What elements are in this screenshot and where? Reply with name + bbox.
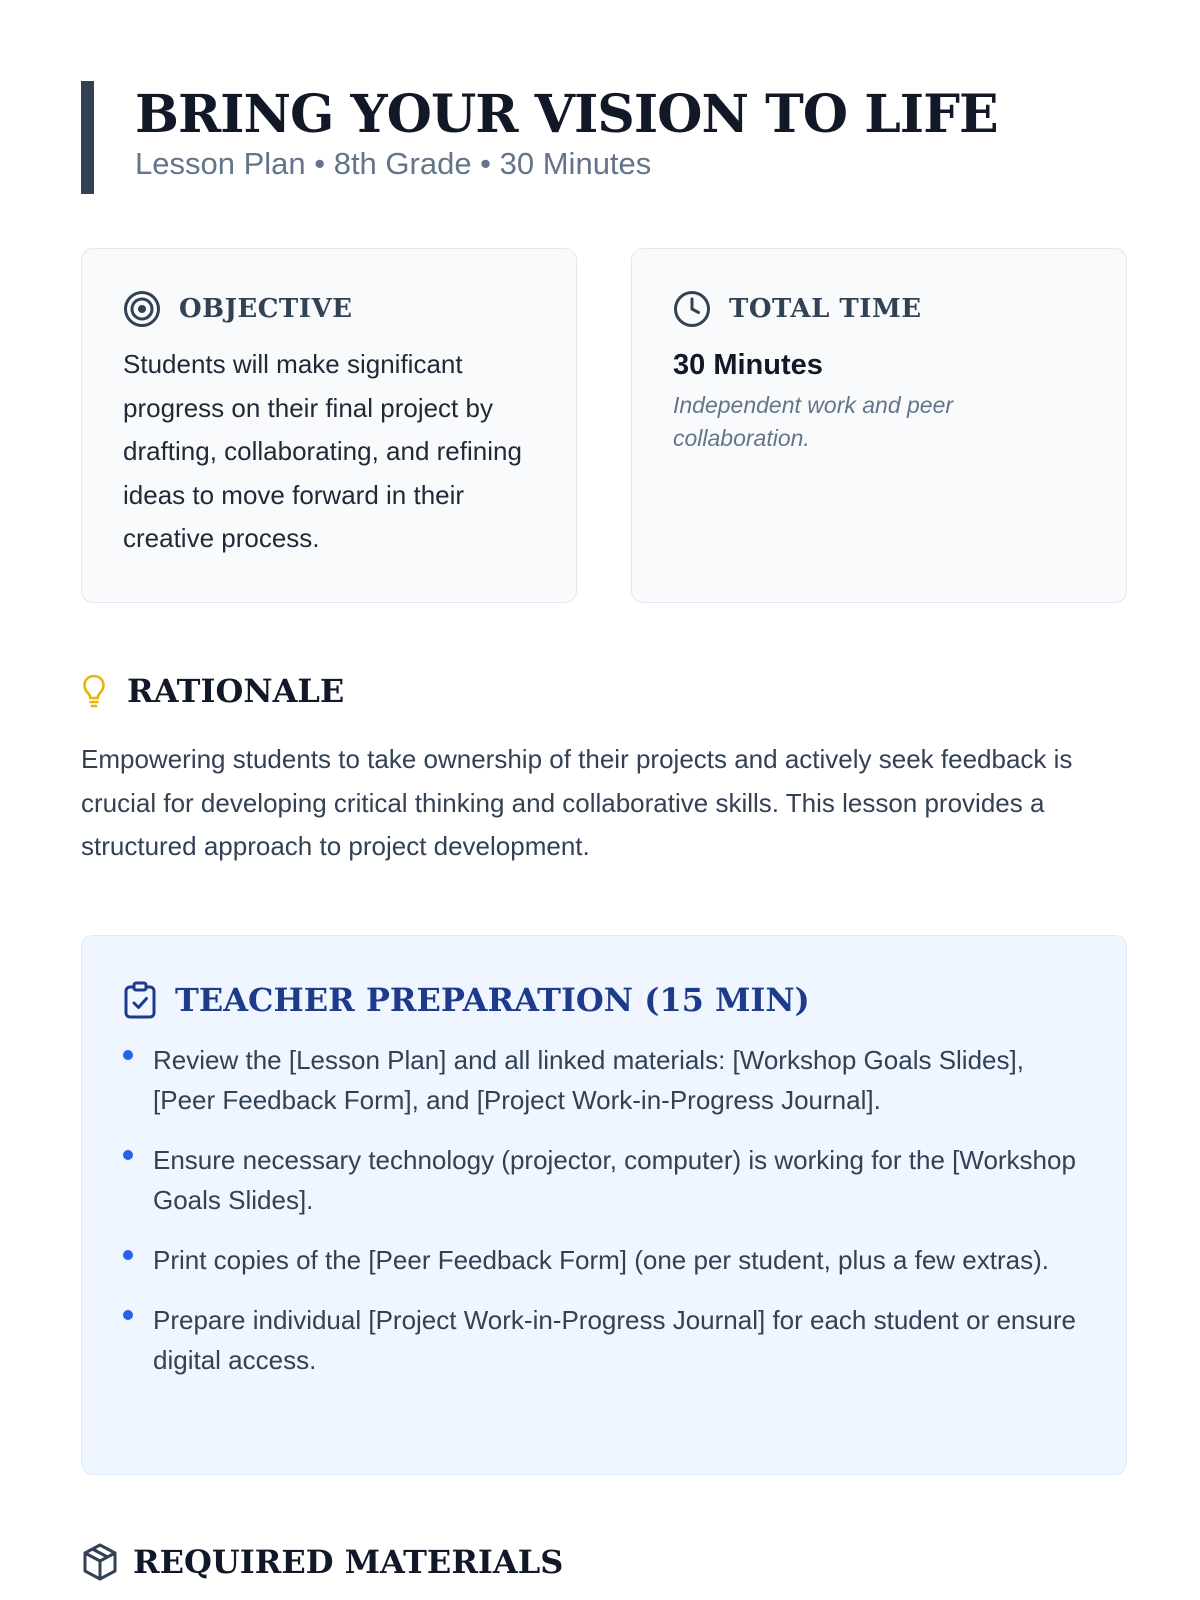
page-header <box>81 81 998 194</box>
lightbulb-icon <box>81 673 107 709</box>
list-item <box>123 1300 1085 1380</box>
target-icon <box>123 290 161 328</box>
total-time-note: Independent work and peer collaboration. <box>673 392 954 451</box>
rationale-header <box>81 672 344 710</box>
total-time-label: TOTAL TIME <box>729 294 922 324</box>
bullet-icon <box>123 1050 133 1060</box>
page-subtitle: Lesson Plan • 8th Grade • 30 Minutes <box>135 146 652 181</box>
objective-card <box>81 248 577 603</box>
list-item <box>123 1140 1085 1220</box>
teacher-preparation-header <box>123 978 1085 1022</box>
page-title: BRING YOUR VISION TO LIFE <box>135 84 998 145</box>
required-materials-title: REQUIRED MATERIALS <box>133 1543 564 1581</box>
list-item-text: Review the [Lesson Plan] and all linked materials: [Workshop Goals Slides], [Peer Feedback Form], and [Project Work-in-Progress Journal]. <box>153 1045 1024 1115</box>
objective-text: Students will make significant progress on their final project by drafting, collaborating, and refining ideas to move forward in their creative process. <box>123 349 522 553</box>
bullet-icon <box>123 1150 133 1160</box>
list-item-text: Prepare individual [Project Work-in-Progress Journal] for each student or ensure digital access. <box>153 1305 1076 1375</box>
list-item-text: Print copies of the [Peer Feedback Form] (one per student, plus a few extras). <box>153 1245 1049 1275</box>
list-item <box>123 1040 1085 1120</box>
objective-header <box>123 289 535 329</box>
required-materials-header <box>81 1542 563 1582</box>
objective-label: OBJECTIVE <box>179 294 353 324</box>
teacher-preparation-list <box>123 1040 1085 1380</box>
clock-icon <box>673 290 711 328</box>
teacher-preparation-box <box>81 935 1127 1475</box>
bullet-icon <box>123 1310 133 1320</box>
teacher-preparation-title: TEACHER PREPARATION (15 MIN) <box>175 981 810 1019</box>
list-item <box>123 1240 1085 1280</box>
total-time-value: 30 Minutes <box>673 349 823 381</box>
total-time-header <box>673 289 1085 329</box>
bullet-icon <box>123 1250 133 1260</box>
total-time-card <box>631 248 1127 603</box>
package-icon <box>81 1542 119 1582</box>
rationale-text: Empowering students to take ownership of their projects and actively seek feedback is crucial for developing critical thinking and collaborative skills. This lesson provides a structured approach to project development. <box>81 744 1073 861</box>
list-item-text: Ensure necessary technology (projector, computer) is working for the [Workshop Goals Slides]. <box>153 1145 1076 1215</box>
rationale-title: RATIONALE <box>127 672 345 710</box>
clipboard-check-icon <box>123 981 157 1019</box>
